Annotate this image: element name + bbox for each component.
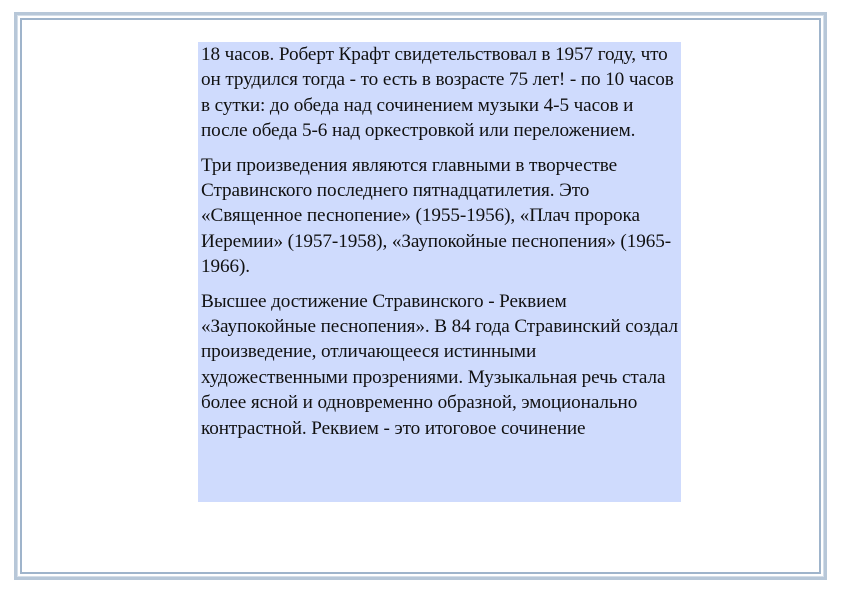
paragraph-work-schedule: 18 часов. Роберт Крафт свидетельствовал в 1957 году, что он трудился тогда - то есть в возрасте 75 лет! - по 10 часов в сутки: до обеда над сочинением музыки 4-5 часов и после обеда 5-6 над оркестровкой или переложением. bbox=[201, 44, 674, 142]
paragraph-requiem: Высшее достижение Стравинского - Реквием «Заупокойные песнопения». В 84 года Стравинский создал произведение, отличающееся истинными художественными прозрениями. Музыкальная речь стала более ясной и одновременно образной, эмоционально контрастной. Реквием - это итоговое сочинение bbox=[201, 290, 678, 439]
text-box bbox=[198, 42, 681, 502]
paragraph-main-works: Три произведения являются главными в творчестве Стравинского последнего пятнадцатилетия. Это «Священное песнопение» (1955-1956), «Плач пророка Иеремии» (1957-1958), «Заупокойные песнопения» (1965-1966). bbox=[201, 154, 671, 278]
